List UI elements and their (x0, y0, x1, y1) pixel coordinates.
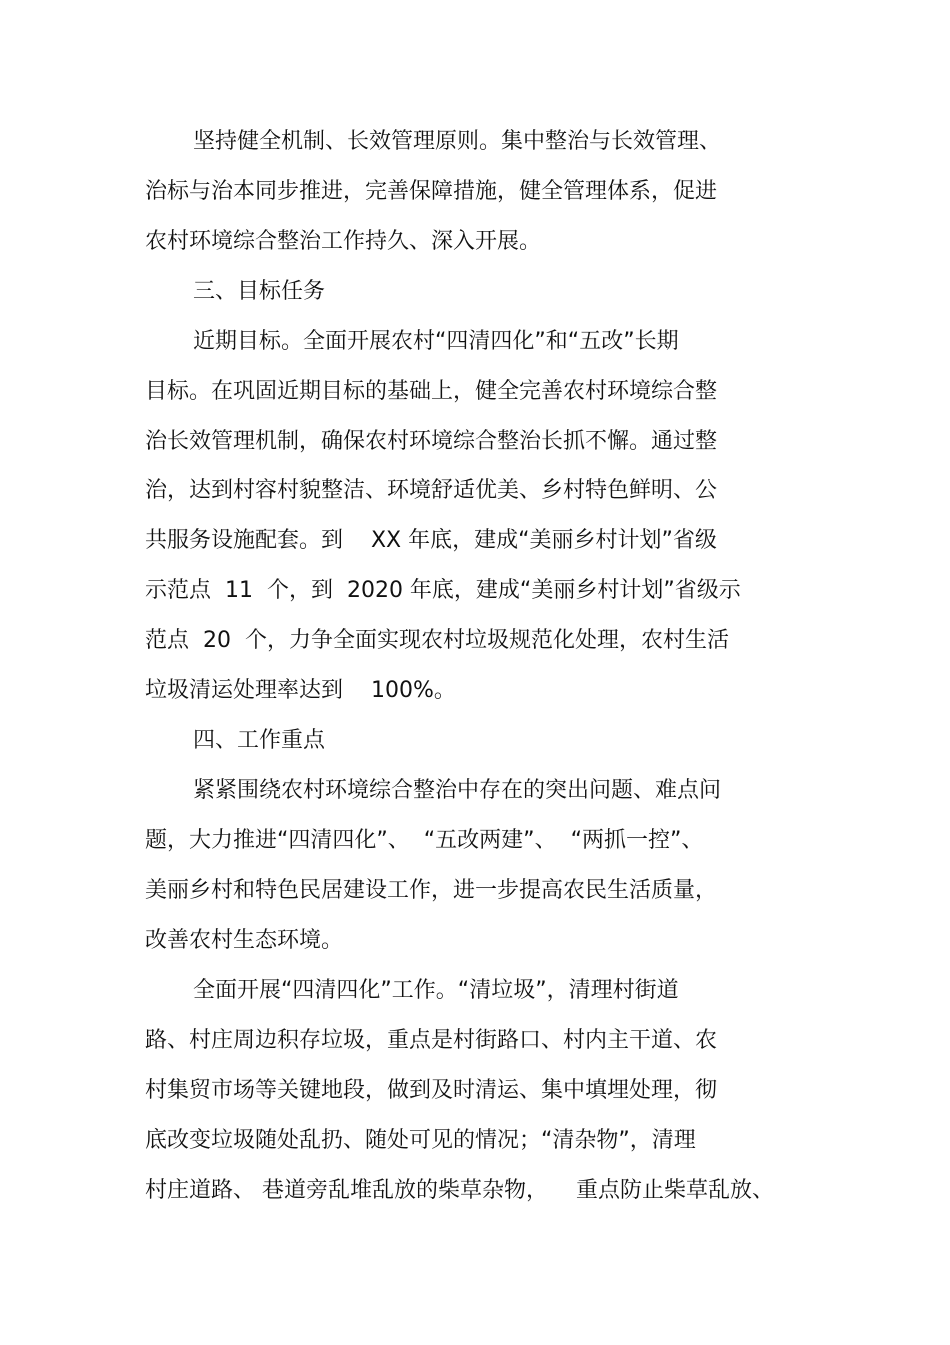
section-heading: 四、工作重点 (193, 728, 326, 753)
text-line: 近期目标。全面开展农村“四清四化”和“五改”长期 (193, 329, 679, 354)
section-heading: 三、目标任务 (193, 279, 326, 304)
text-line: 农村环境综合整治工作持久、深入开展。 (145, 229, 542, 254)
text-line: 共服务设施配套。到 XX 年底，建成“美丽乡村计划”省级 (145, 528, 717, 553)
text-line: 紧紧围绕农村环境综合整治中存在的突出问题、难点问 (193, 778, 722, 803)
text-line: 村集贸市场等关键地段，做到及时清运、集中填埋处理，彻 (145, 1078, 718, 1103)
text-line: 治长效管理机制，确保农村环境综合整治长抓不懈。通过整 (145, 429, 718, 454)
text-line: 坚持健全机制、长效管理原则。集中整治与长效管理、 (193, 129, 722, 154)
text-line: 全面开展“四清四化”工作。“清垃圾”，清理村街道 (193, 978, 679, 1003)
text-line: 目标。在巩固近期目标的基础上，健全完善农村环境综合整 (145, 379, 718, 404)
text-line: 题，大力推进“四清四化”、 “五改两建”、 “两抓一控”、 (145, 828, 704, 853)
text-line: 改善农村生态环境。 (145, 928, 344, 953)
text-line: 范点 20 个，力争全面实现农村垃圾规范化处理，农村生活 (145, 628, 729, 653)
text-line: 村庄道路、 巷道旁乱堆乱放的柴草杂物， 重点防止柴草乱放、 (145, 1178, 774, 1203)
text-line: 示范点 11 个，到 2020 年底，建成“美丽乡村计划”省级示 (145, 578, 741, 603)
text-line: 美丽乡村和特色民居建设工作，进一步提高农民生活质量， (145, 878, 718, 903)
text-line: 治标与治本同步推进，完善保障措施，健全管理体系，促进 (145, 179, 718, 204)
text-line: 路、村庄周边积存垃圾，重点是村街路口、村内主干道、农 (145, 1028, 718, 1053)
text-line: 垃圾清运处理率达到 100%。 (145, 678, 456, 703)
text-line: 底改变垃圾随处乱扔、随处可见的情况；“清杂物”，清理 (145, 1128, 696, 1153)
text-line: 治，达到村容村貌整洁、环境舒适优美、乡村特色鲜明、公 (145, 478, 718, 503)
